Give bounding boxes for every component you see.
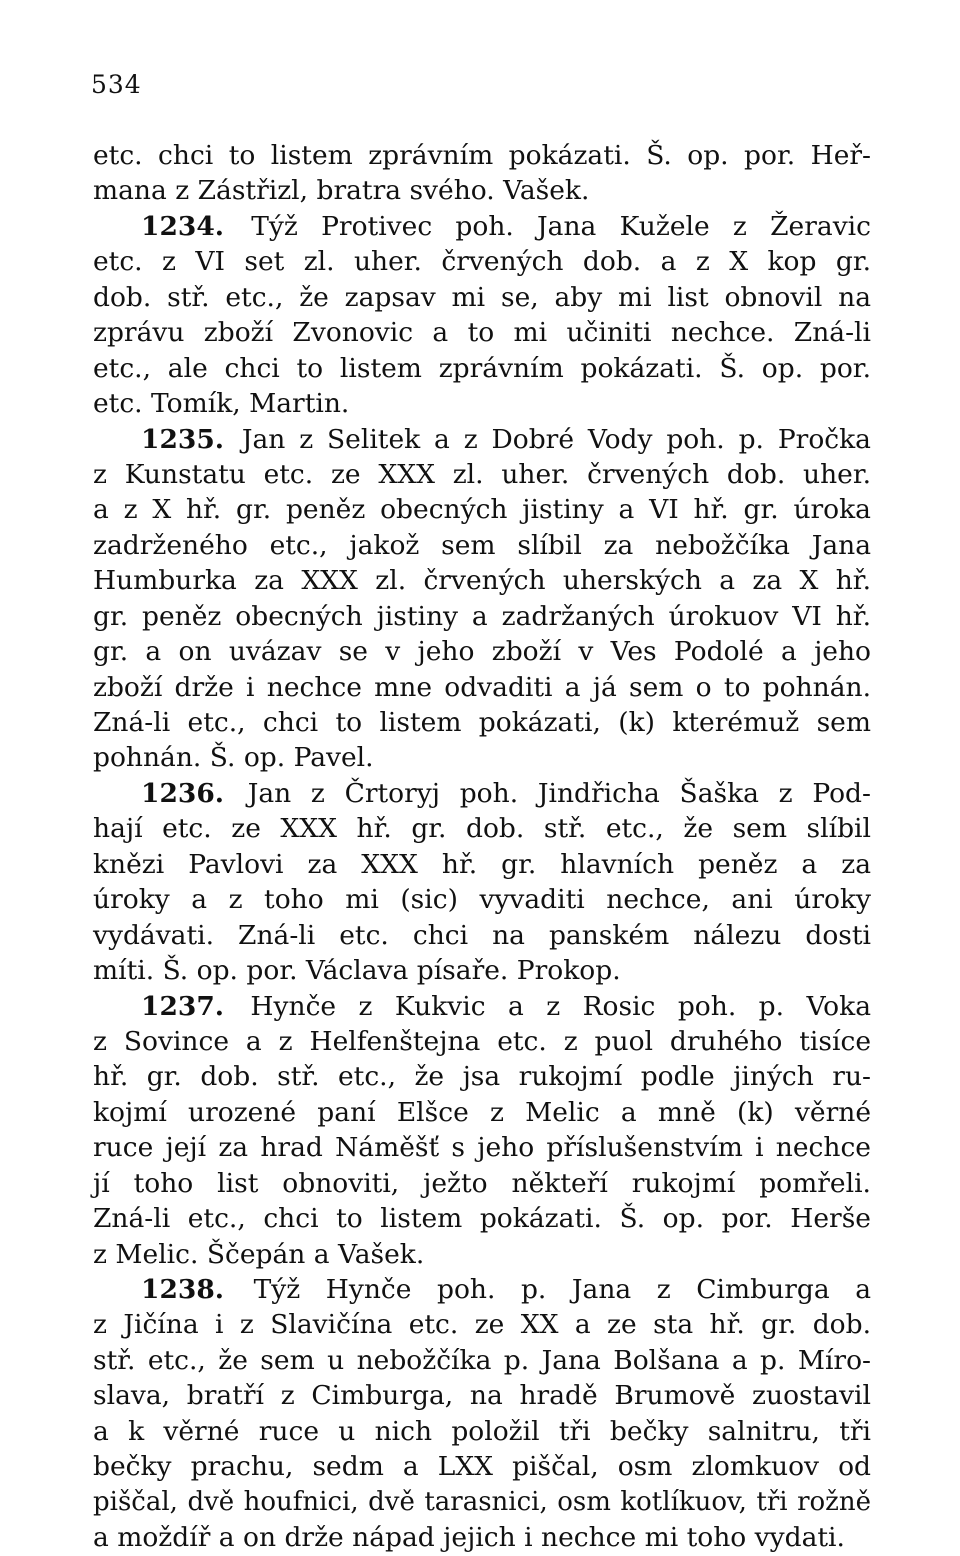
text-line: piščal, dvě houfnici, dvě tarasnici, osm kotlíkuov, tři rožně: [93, 1486, 871, 1517]
text-line: jí toho list obnoviti, ježto někteří rukojmí pomřeli.: [93, 1167, 871, 1199]
entry-first-line: [93, 209, 871, 244]
body-text: [93, 138, 871, 1556]
entry-number: 1235.: [141, 423, 224, 455]
entry-text: Týž Protivec poh. Jana Kužele z Žeravic: [251, 210, 871, 242]
entry-first-line: [93, 989, 871, 1024]
text-line: a moždíř a on drže nápad jejich i nechce mi toho vydati.: [93, 1522, 845, 1554]
entry-text: Jan z Selitek a z Dobré Vody poh. p. Pročka: [241, 423, 871, 455]
text-line: Zná-li etc., chci to listem pokázati, (k) kterémuž sem: [93, 707, 871, 738]
text-line: etc. z VI set zl. uher. črvených dob. a z X kop gr.: [93, 246, 871, 278]
text-line: úroky a z toho mi (sic) vyvaditi nechce, ani úroky: [93, 884, 871, 916]
text-line: mana z Zástřizl, bratra svého. Vašek.: [93, 175, 590, 207]
text-line: gr. peněz obecných jistiny a zadržaných úrokuov VI hř.: [93, 600, 871, 632]
entry-first-line: [93, 422, 871, 457]
text-line: zboží drže i nechce mne odvaditi a já sem o to pohnán.: [93, 671, 871, 703]
text-line: a k věrné ruce u nich položil tři bečky salnitru, tři: [93, 1415, 871, 1447]
entry-number: 1236.: [141, 777, 224, 809]
text-line: pohnán. Š. op. Pavel.: [93, 742, 374, 774]
text-line: z Sovince a z Helfenštejna etc. z puol druhého tisíce: [93, 1025, 871, 1057]
entry-number: 1234.: [141, 210, 224, 242]
text-line: hř. gr. dob. stř. etc., že jsa rukojmí podle jiných ru-: [93, 1061, 871, 1093]
text-line: slava, bratří z Cimburga, na hradě Brumově zuostavil: [93, 1380, 871, 1412]
text-line: z Kunstatu etc. ze XXX zl. uher. črvených dob. uher.: [93, 458, 871, 490]
text-line: vydávati. Zná-li etc. chci na panském nálezu dosti: [93, 919, 871, 951]
text-line: gr. a on uvázav se v jeho zboží v Ves Podolé a jeho: [93, 636, 871, 668]
text-line: z Melic. Ščepán a Vašek.: [93, 1238, 425, 1270]
text-line: ruce její za hrad Náměšť s jeho příslušenstvím i nechce: [93, 1132, 871, 1164]
text-line: Zná-li etc., chci to listem pokázati. Š. op. por. Herše: [93, 1203, 871, 1235]
text-line: knězi Pavlovi za XXX hř. gr. hlavních peněz a za: [93, 848, 871, 880]
entry-text: Hynče z Kukvic a z Rosic poh. p. Voka: [250, 990, 871, 1022]
text-line: hají etc. ze XXX hř. gr. dob. stř. etc., že sem slíbil: [93, 813, 871, 845]
text-line: z Jičína i z Slavičína etc. ze XX a ze sta hř. gr. dob.: [93, 1309, 871, 1341]
entry-first-line: [93, 1272, 871, 1307]
text-line: zadrženého etc., jakož sem slíbil za nebožčíka Jana: [93, 529, 871, 561]
text-line: etc. Tomík, Martin.: [93, 388, 350, 420]
text-line: Humburka za XXX zl. črvených uherských a za X hř.: [93, 565, 871, 597]
text-line: míti. Š. op. por. Václava písaře. Prokop.: [93, 955, 621, 987]
entry-text: Jan z Črtoryj poh. Jindřicha Šaška z Pod-: [247, 777, 871, 809]
text-line: etc., ale chci to listem zprávním pokázati. Š. op. por.: [93, 352, 871, 384]
text-line: dob. stř. etc., že zapsav mi se, aby mi list obnovil na: [93, 281, 871, 313]
text-line: a z X hř. gr. peněz obecných jistiny a VI hř. gr. úroka: [93, 494, 871, 526]
entry-text: Týž Hynče poh. p. Jana z Cimburga a: [253, 1274, 871, 1305]
text-line: kojmí urozené paní Elšce z Melic a mně (k) věrné: [93, 1096, 871, 1128]
text-line: bečky prachu, sedm a LXX piščal, osm zlomkuov od: [93, 1451, 871, 1483]
entry-first-line: [93, 776, 871, 811]
page-number: 534: [91, 70, 142, 99]
entry-number: 1237.: [141, 990, 224, 1022]
text-line: zprávu zboží Zvonovic a to mi učiniti nechce. Zná-li: [93, 317, 871, 349]
text-line: stř. etc., že sem u nebožčíka p. Jana Bolšana a p. Míro-: [93, 1344, 871, 1376]
entry-number: 1238.: [141, 1274, 224, 1305]
text-line: etc. chci to listem zprávním pokázati. Š. op. por. Heř-: [93, 140, 871, 171]
